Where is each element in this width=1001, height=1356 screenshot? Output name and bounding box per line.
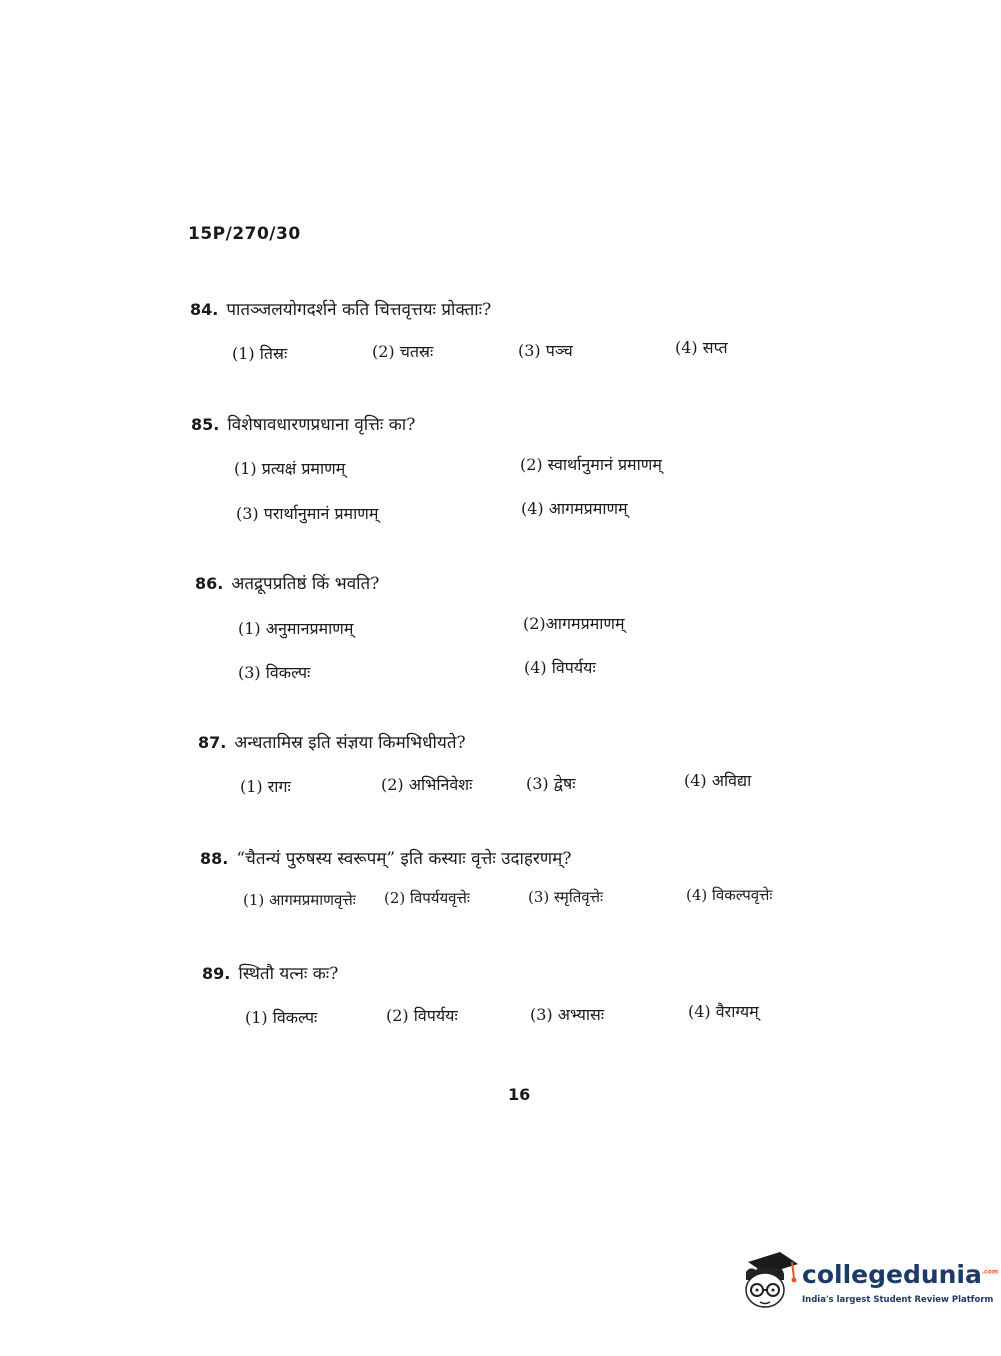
- question-text: पातञ्जलयोगदर्शने कति चित्तवृत्तयः प्रोक्ताः?: [226, 300, 492, 320]
- question-87: [198, 730, 466, 753]
- option-1: (1) आगमप्रमाणवृत्तेः: [243, 891, 356, 909]
- question-84: [190, 297, 491, 320]
- logo-tagline: India's largest Student Review Platform: [802, 1295, 994, 1305]
- option-2: (2) चतस्रः: [372, 342, 434, 361]
- option-2: (2) विपर्ययः: [386, 1006, 458, 1025]
- option-1: (1) रागः: [240, 777, 291, 796]
- question-text: स्थितौ यत्नः कः?: [238, 964, 339, 984]
- option-1: (1) अनुमानप्रमाणम्: [238, 619, 354, 638]
- question-number: 87.: [198, 733, 227, 752]
- option-3: (3) परार्थानुमानं प्रमाणम्: [236, 504, 379, 523]
- question-number: 84.: [190, 300, 219, 319]
- question-number: 89.: [202, 964, 231, 983]
- option-4: (4) विपर्ययः: [524, 658, 596, 677]
- option-2: (2)आगमप्रमाणम्: [523, 614, 625, 633]
- question-number: 85.: [191, 415, 220, 434]
- option-4: (4) आगमप्रमाणम्: [521, 499, 628, 518]
- option-2: (2) विपर्ययवृत्तेः: [384, 889, 470, 907]
- page-number: 16: [508, 1085, 531, 1104]
- question-number: 86.: [195, 574, 224, 593]
- paper-code: 15P/270/30: [188, 224, 301, 244]
- question-text: “चैतन्यं पुरुषस्य स्वरूपम्” इति कस्याः वृत्तेः उदाहरणम्?: [236, 849, 572, 869]
- option-3: (3) पञ्च: [518, 341, 573, 360]
- question-88: [200, 846, 571, 869]
- option-1: (1) प्रत्यक्षं प्रमाणम्: [234, 459, 346, 478]
- option-4: (4) अविद्या: [684, 771, 752, 790]
- question-number: 88.: [200, 849, 229, 868]
- option-2: (2) स्वार्थानुमानं प्रमाणम्: [520, 455, 662, 474]
- option-4: (4) वैराग्यम्: [688, 1002, 759, 1021]
- mascot-icon: [740, 1250, 800, 1312]
- option-3: (3) स्मृतिवृत्तेः: [528, 888, 603, 906]
- question-text: अतद्रूपप्रतिष्ठं किं भवति?: [231, 574, 380, 594]
- option-1: (1) तिस्रः: [232, 344, 288, 363]
- question-85: [191, 412, 415, 435]
- question-text: विशेषावधारणप्रधाना वृत्तिः का?: [227, 415, 416, 435]
- option-3: (3) अभ्यासः: [530, 1005, 605, 1024]
- option-4: (4) सप्त: [675, 338, 728, 357]
- option-3: (3) विकल्पः: [238, 663, 311, 682]
- question-86: [195, 571, 379, 594]
- question-89: [202, 961, 338, 984]
- option-2: (2) अभिनिवेशः: [381, 775, 473, 794]
- question-text: अन्धतामिस्र इति संज्ञया किमभिधीयते?: [234, 733, 466, 753]
- option-1: (1) विकल्पः: [245, 1008, 318, 1027]
- collegedunia-logo: [740, 1250, 999, 1320]
- option-3: (3) द्वेषः: [526, 774, 576, 793]
- logo-wordmark: collegedunia$^{.com}$: [802, 1260, 999, 1289]
- option-4: (4) विकल्पवृत्तेः: [686, 886, 773, 904]
